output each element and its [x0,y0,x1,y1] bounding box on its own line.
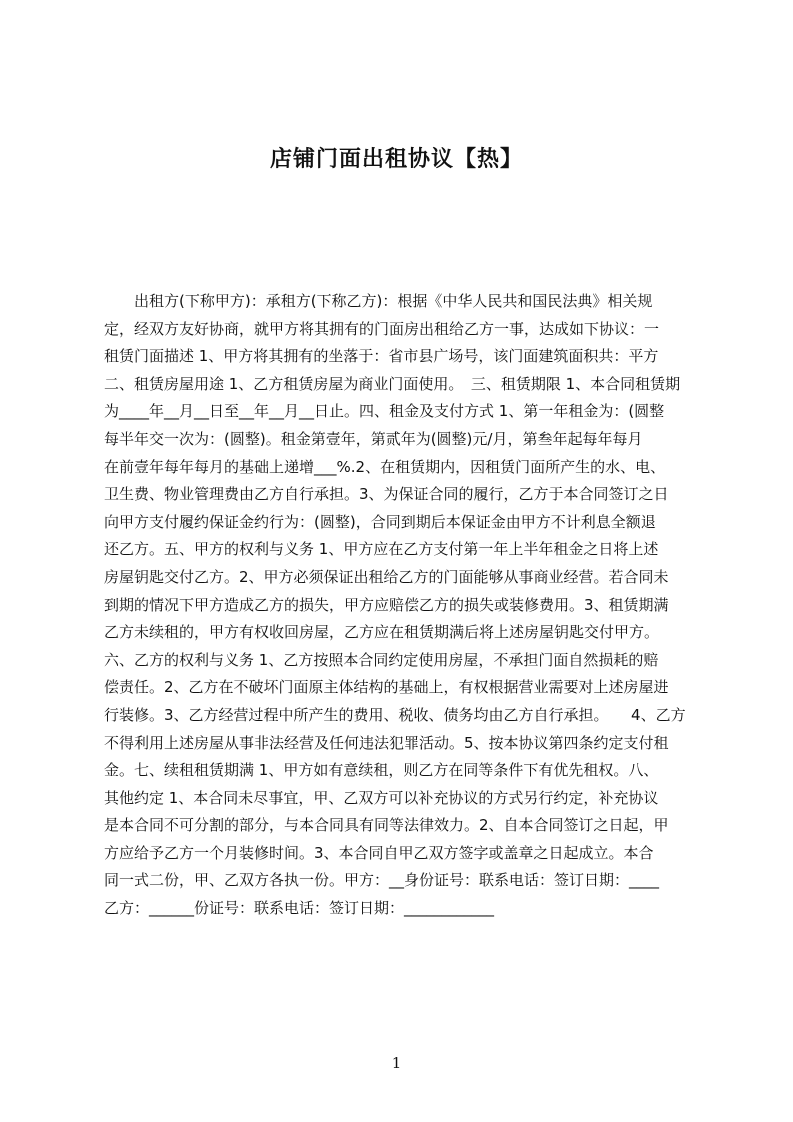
body-line: 金。七、续租租赁期满 1、甲方如有意续租，则乙方在同等条件下有优先租权。八、 [104,761,659,780]
body-line: 是本合同不可分割的部分，与本合同具有同等法律效力。2、自本合同签订之日起，甲 [104,816,669,835]
body-line: 定，经双方友好协商，就甲方将其拥有的门面房出租给乙方一事，达成如下协议：一 [104,319,660,338]
document-title: 店铺门面出租协议【热】 [269,147,523,172]
body-line: 方应给予乙方一个月装修时间。3、本合同自甲乙双方签字或盖章之日起成立。本合 [104,843,654,862]
body-line: 其他约定 1、本合同未尽事宜，甲、乙双方可以补充协议的方式另行约定，补充协议 [104,788,659,807]
body-line: 在前壹年每年每月的基础上递增___%.2、在租赁期内，因租赁门面所产生的水、电、 [104,457,666,476]
body-line: 乙方：______份证号：联系电话：签订日期：____________ [104,899,495,918]
body-line: 为____年__月__日至__年__月__日止。四、租金及支付方式 1、第一年租金为：(圆整 [104,402,665,421]
body-line: 到期的情况下甲方造成乙方的损失，甲方应赔偿乙方的损失或装修费用。3、租赁期满 [104,595,669,614]
page-number: 1 [391,1054,402,1072]
body-line: 二、租赁房屋用途 1、乙方租赁房屋为商业门面使用。 三、租赁期限 1、本合同租赁期 [104,374,681,393]
body-line: 偿责任。2、乙方在不破坏门面原主体结构的基础上，有权根据营业需要对上述房屋进 [104,678,669,697]
body-line: 每半年交一次为：(圆整)。租金第壹年，第贰年为(圆整)元/月，第叁年起每年每月 [104,429,643,448]
body-line: 房屋钥匙交付乙方。2、甲方必须保证出租给乙方的门面能够从事商业经营。若合同未 [104,567,669,586]
body-line: 六、乙方的权利与义务 1、乙方按照本合同约定使用房屋，不承担门面自然损耗的赔 [104,650,659,669]
body-line: 向甲方支付履约保证金约行为：(圆整)，合同到期后本保证金由甲方不计利息全额退 [104,512,656,531]
body-line: 出租方(下称甲方)：承租方(下称乙方)：根据《中华人民共和国民法典》相关规 [104,292,653,310]
body-line: 租赁门面描述 1、甲方将其拥有的坐落于：省市县广场号，该门面建筑面积共：平方 [104,347,659,366]
body-line: 同一式二份，甲、乙双方各执一份。甲方：__身份证号：联系电话：签订日期：____ [104,871,660,890]
body-line: 不得利用上述房屋从事非法经营及任何违法犯罪活动。5、按本协议第四条约定支付租 [104,733,669,752]
document-body [104,288,696,923]
body-line: 行装修。3、乙方经营过程中所产生的费用、税收、债务均由乙方自行承担。 4、乙方 [104,705,686,724]
body-line: 卫生费、物业管理费由乙方自行承担。3、为保证合同的履行，乙方于本合同签订之日 [104,485,669,504]
body-line: 还乙方。五、甲方的权利与义务 1、甲方应在乙方支付第一年上半年租金之日将上述 [104,540,659,559]
body-line: 乙方未续租的，甲方有权收回房屋，乙方应在租赁期满后将上述房屋钥匙交付甲方。 [104,623,660,642]
